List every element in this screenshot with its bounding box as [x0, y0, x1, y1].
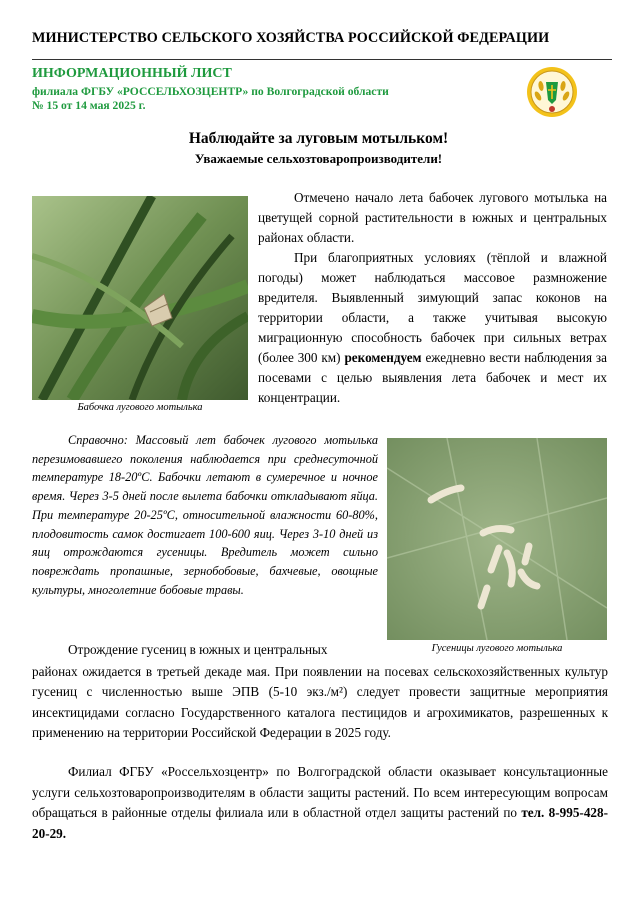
- caterpillars-photo: [387, 438, 607, 640]
- paragraph-3-start: Отрождение гусениц в южных и центральных: [68, 642, 328, 657]
- header-divider: [32, 59, 612, 60]
- issue-number: № 15 от 14 мая 2025 г.: [32, 99, 146, 112]
- contact-phone: тел. 8-995-428-20-29.: [32, 805, 608, 841]
- paragraph-1: Отмечено начало лета бабочек лугового мотылька на цветущей сорной растительности в южных и центральных районах области.: [258, 190, 607, 245]
- paragraph-4-text: Филиал ФГБУ «Россельхозцентр» по Волгоградской области оказывает консультационные услуги сельхозтоваропроизводителям в области защиты растений. По всем интересующим вопросам обращаться в районные отделы филиала или в областной отдел защиты растений по: [32, 764, 608, 820]
- page-title: Наблюдайте за луговым мотыльком!: [188, 130, 449, 147]
- rosselkhoz-emblem-icon: [526, 66, 578, 118]
- moth-photo-caption: Бабочка лугового мотылька: [77, 402, 203, 413]
- moth-photo: [32, 196, 248, 400]
- paragraph-2-end: ежедневно вести наблюдения за посевами с целью выявления лета бабочек и мест их концентрации.: [258, 350, 607, 405]
- paragraph-3: районах ожидается в третьей декаде мая. При появлении на посевах сельскохозяйственных культур гусениц с численностью выше ЭПВ (5-10 экз./м²) следует провести защитные мероприятия инсектицидами согласно Государственного каталога пестицидов и агрохимикатов, разрешенных к применению на территории Российской Федерации в 2025 году.: [32, 664, 608, 740]
- reference-note: Справочно: Массовый лет бабочек лугового мотылька перезимовавшего поколения наблюдается при среднесуточной температуре 18-20ºС. Бабочки летают в сумеречное и ночное время. Через 3-5 дней после вылета бабочки откладывают яйца. При температуре 20-25ºС, относительной влажности 60-80%, плодовитость самок достигает 100-600 яиц. Через 3-10 дней из яиц отрождаются гусеницы. Вредитель может сильно повреждать пропашные, зернобобовые, бахчевые, овощные культуры, многолетние бобовые травы.: [32, 433, 378, 597]
- info-sheet-title: ИНФОРМАЦИОННЫЙ ЛИСТ: [32, 66, 232, 81]
- page-subtitle: Уважаемые сельхозтоваропроизводители!: [194, 151, 443, 166]
- caterpillars-photo-caption: Гусеницы лугового мотылька: [431, 643, 563, 654]
- ministry-heading: МИНИСТЕРСТВО СЕЛЬСКОГО ХОЗЯЙСТВА РОССИЙСКОЙ ФЕДЕРАЦИИ: [32, 30, 550, 46]
- recommend-emphasis: рекомендуем: [344, 350, 422, 365]
- paragraph-2: [258, 248, 607, 408]
- paragraph-4: [32, 762, 608, 844]
- paragraph-2-start: При благоприятных условиях (тёплой и влажной погоды) может наблюдаться массовое размножение вредителя. Выявленный зимующий запас коконов на территории области, а также учитывая высокую миграционную способность бабочек при сильных ветрах (более 300 км): [258, 250, 607, 365]
- branch-line: филиала ФГБУ «РОССЕЛЬХОЗЦЕНТР» по Волгоградской области: [32, 85, 389, 98]
